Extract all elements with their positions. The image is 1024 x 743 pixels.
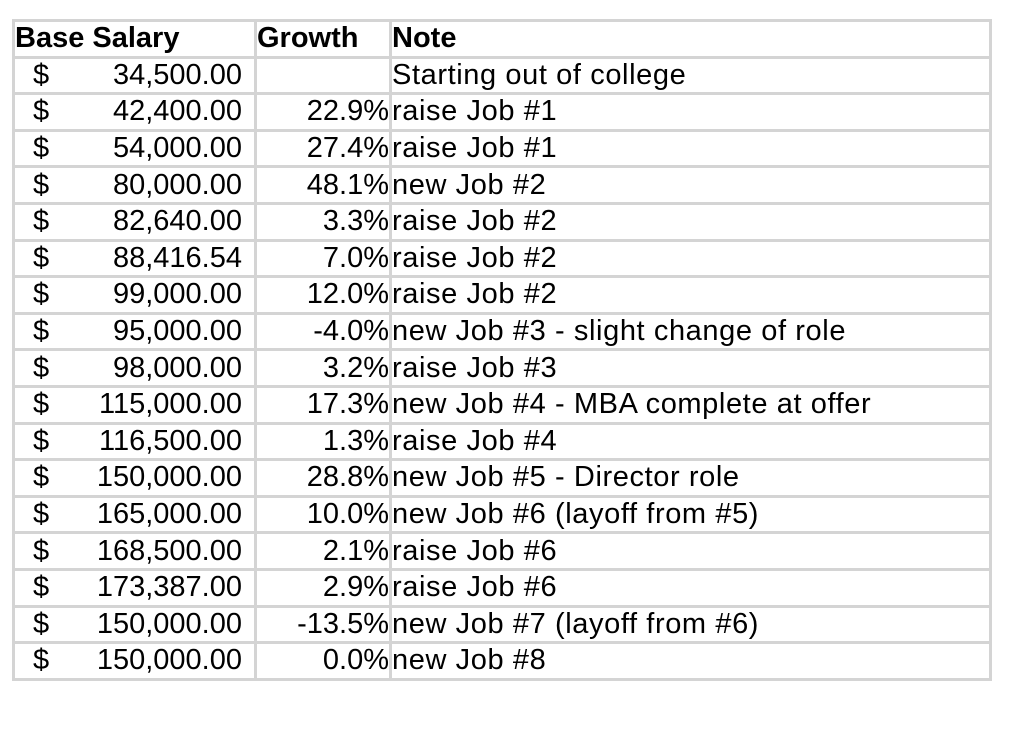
note-cell[interactable]: raise Job #2 [391,203,991,240]
salary-cell[interactable] [14,167,256,204]
table-row [14,167,991,204]
salary-cell[interactable] [14,386,256,423]
table-row [14,643,991,680]
header-note[interactable]: Note [391,21,991,58]
salary-value: 168,500.00 [96,534,242,567]
table-row [14,386,991,423]
salary-value: 42,400.00 [112,95,242,128]
header-row [14,21,991,58]
growth-cell[interactable]: 10.0% [256,496,391,533]
currency-symbol: $ [33,644,50,677]
growth-cell[interactable]: 3.2% [256,350,391,387]
table-row [14,313,991,350]
note-cell[interactable]: raise Job #1 [391,130,991,167]
salary-cell[interactable] [14,533,256,570]
growth-cell[interactable]: 22.9% [256,94,391,131]
table-row [14,460,991,497]
salary-cell[interactable] [14,94,256,131]
currency-symbol: $ [33,278,50,311]
note-cell[interactable]: new Job #7 (layoff from #6) [391,606,991,643]
growth-cell[interactable]: -4.0% [256,313,391,350]
note-cell[interactable]: raise Job #1 [391,94,991,131]
salary-value: 88,416.54 [112,241,242,274]
note-cell[interactable]: new Job #3 - slight change of role [391,313,991,350]
growth-cell[interactable]: 2.1% [256,533,391,570]
note-cell[interactable]: new Job #2 [391,167,991,204]
growth-cell[interactable]: 17.3% [256,386,391,423]
salary-value: 82,640.00 [112,205,242,238]
currency-symbol: $ [33,205,50,238]
table-row [14,203,991,240]
salary-cell[interactable] [14,313,256,350]
salary-cell[interactable] [14,130,256,167]
salary-cell[interactable] [14,423,256,460]
currency-symbol: $ [33,498,50,531]
salary-cell[interactable] [14,606,256,643]
table-row [14,277,991,314]
note-cell[interactable]: raise Job #3 [391,350,991,387]
growth-cell[interactable]: 3.3% [256,203,391,240]
header-growth[interactable]: Growth [256,21,391,58]
currency-symbol: $ [33,95,50,128]
salary-cell[interactable] [14,57,256,94]
growth-cell[interactable] [256,57,391,94]
salary-cell[interactable] [14,277,256,314]
header-base-salary[interactable]: Base Salary [14,21,256,58]
table-row [14,496,991,533]
currency-symbol: $ [33,534,50,567]
salary-value: 150,000.00 [96,607,242,640]
salary-value: 173,387.00 [96,571,242,604]
currency-symbol: $ [33,315,50,348]
currency-symbol: $ [33,607,50,640]
salary-value: 116,500.00 [99,424,242,457]
currency-symbol: $ [33,241,50,274]
table-row [14,423,991,460]
salary-cell[interactable] [14,203,256,240]
salary-value: 150,000.00 [96,461,242,494]
note-cell[interactable]: raise Job #6 [391,533,991,570]
currency-symbol: $ [33,424,50,457]
note-cell[interactable]: Starting out of college [391,57,991,94]
growth-cell[interactable]: 12.0% [256,277,391,314]
salary-value: 99,000.00 [112,278,242,311]
growth-cell[interactable]: 2.9% [256,569,391,606]
growth-cell[interactable]: 27.4% [256,130,391,167]
note-cell[interactable]: new Job #4 - MBA complete at offer [391,386,991,423]
salary-value: 150,000.00 [96,644,242,677]
note-cell[interactable]: new Job #5 - Director role [391,460,991,497]
growth-cell[interactable]: 28.8% [256,460,391,497]
table-row [14,569,991,606]
currency-symbol: $ [33,571,50,604]
table-row [14,240,991,277]
growth-cell[interactable]: 7.0% [256,240,391,277]
note-cell[interactable]: raise Job #2 [391,240,991,277]
note-cell[interactable]: raise Job #6 [391,569,991,606]
salary-table [12,19,992,681]
salary-cell[interactable] [14,460,256,497]
salary-value: 165,000.00 [96,498,242,531]
salary-value: 95,000.00 [112,315,242,348]
salary-value: 54,000.00 [112,132,242,165]
salary-value: 34,500.00 [112,58,242,91]
note-cell[interactable]: raise Job #2 [391,277,991,314]
salary-cell[interactable] [14,643,256,680]
currency-symbol: $ [33,168,50,201]
salary-cell[interactable] [14,240,256,277]
salary-value: 80,000.00 [112,168,242,201]
table-row [14,350,991,387]
currency-symbol: $ [33,388,50,421]
salary-cell[interactable] [14,496,256,533]
currency-symbol: $ [33,351,50,384]
growth-cell[interactable]: -13.5% [256,606,391,643]
note-cell[interactable]: raise Job #4 [391,423,991,460]
note-cell[interactable]: new Job #6 (layoff from #5) [391,496,991,533]
currency-symbol: $ [33,58,50,91]
growth-cell[interactable]: 1.3% [256,423,391,460]
table-row [14,94,991,131]
salary-cell[interactable] [14,350,256,387]
currency-symbol: $ [33,132,50,165]
growth-cell[interactable]: 48.1% [256,167,391,204]
table-row [14,606,991,643]
salary-value: 98,000.00 [112,351,242,384]
growth-cell[interactable]: 0.0% [256,643,391,680]
table-row [14,533,991,570]
currency-symbol: $ [33,461,50,494]
table-row [14,130,991,167]
salary-cell[interactable] [14,569,256,606]
note-cell[interactable]: new Job #8 [391,643,991,680]
table-row [14,57,991,94]
salary-value: 115,000.00 [99,388,242,421]
